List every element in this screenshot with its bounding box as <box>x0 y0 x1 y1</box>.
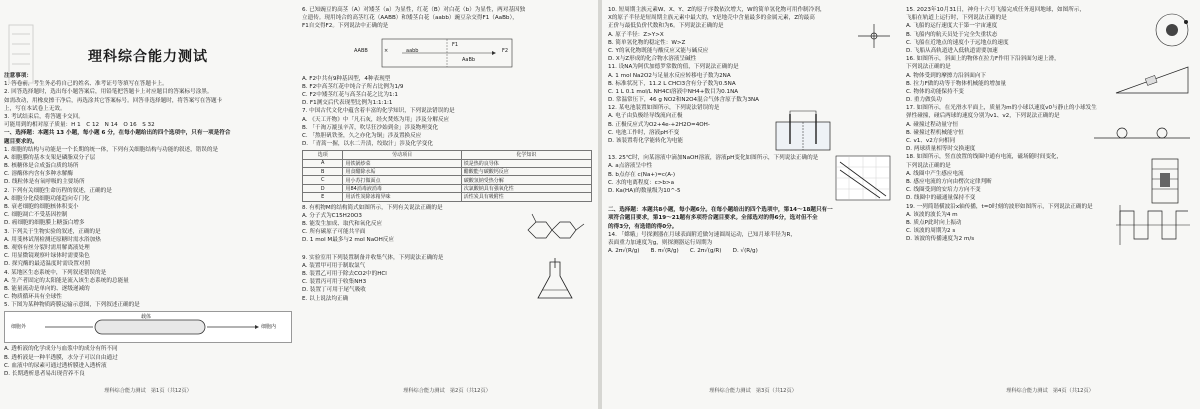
option-line: B. 正极反应式为O2+4e-+2H2O=4OH- <box>608 121 710 128</box>
option-line: C. 「熬胆矾铁釜，久之亦化为铜」涉及置换反应 <box>302 132 422 139</box>
table-header-row <box>303 151 592 159</box>
option-line: E. 以上说法均正确 <box>302 295 349 302</box>
option-line: D. 1 mol M最多与2 mol NaOH反应 <box>302 237 394 244</box>
option-line: B. 感应电流的方向由楞次定律判断 <box>906 178 992 185</box>
cross-f1-gen: AaBb <box>462 56 476 63</box>
table-row <box>303 184 592 192</box>
table-cell: 用活性炭除冰箱异味 <box>343 193 461 201</box>
fig-label-outside: 细胞外 <box>11 324 27 331</box>
option-line: A. 该波的波长为4 m <box>906 211 958 218</box>
option-line: A. a点溶液呈中性 <box>608 163 653 170</box>
question-line: 弹性碰撞，碰后两球的速度分别为v1、v2，下列说法正确的是 <box>906 113 1060 120</box>
question-line: 19. 一列简谐横波沿x轴传播，t=0时刻的波形如图所示，下列说法正确的是 <box>906 203 1093 210</box>
molecule-structure <box>518 210 588 250</box>
option-line: B. b点存在 c(Na+)=c(A-) <box>608 171 676 178</box>
question-line: 13. 25℃时，向某溶液中滴加NaOH溶液，溶液pH变化如图所示，下列说法正确的是 <box>608 155 819 162</box>
option-line: C. 线圈受到的安培力方向不变 <box>906 187 981 194</box>
option-line: B. 能量流动是单向的、逐级递减的 <box>4 285 90 292</box>
page-2 <box>302 6 592 398</box>
notice-line: 如需改动，用橡皮擦干净后，再选涂其它答案标号。回答非选择题时，将答案写在答题卡 <box>4 97 223 104</box>
option-line: D. 线圈中的磁通量保持不变 <box>906 195 976 202</box>
atomic-mass-line: 可能用到的相对原子质量：H 1 C 12 N 14 O 16 S 32 <box>4 122 155 129</box>
option-line: A. F2中共有9种基因型，4种表现型 <box>302 75 391 82</box>
option-line: D. F1测交后代表现型比例为1:1:1:1 <box>302 100 393 107</box>
table-row <box>303 176 592 184</box>
option-line: C. 用显微镜观察叶绿体时需要染色 <box>4 253 90 260</box>
element-structure <box>850 20 898 52</box>
table-cell: E <box>303 193 343 201</box>
question-line: 2. 下列有关细胞生命历程的叙述，正确的是 <box>4 187 112 194</box>
option-line: B. 标准状况下，11.2 L CHCl3含有分子数为0.5NA <box>608 80 736 87</box>
question-line: 立遗传。现用纯合的高茎红花（AABB）和矮茎白花（aabb）豌豆杂交得F1（AaBb）， <box>302 15 518 22</box>
option-line: B. 衰老细胞的细胞核体积变小 <box>4 204 79 210</box>
option-line: A. 用斐林试剂检测还原糖时需水浴加热 <box>4 236 101 243</box>
option-line: C. 1 L 0.1 mol/L NH4Cl溶液中NH4+数目为0.1NA <box>608 88 739 95</box>
table-cell: 用84消毒液消毒 <box>343 184 461 192</box>
q19-block <box>906 203 1194 244</box>
question-line: 正价与最低负价代数和为6。下列说法正确的是 <box>608 23 724 30</box>
cross-diagram <box>302 33 592 73</box>
section-heading-2: 题目要求的。 <box>4 138 38 145</box>
option-line: C. 物质循环具有全球性 <box>4 294 62 301</box>
option-line: C. 水的电离程度：c>b>a <box>608 179 675 186</box>
option-line: D. 两球质量相等时交换速度 <box>906 146 976 153</box>
notice-line: 上，写在本试卷上无效。 <box>4 105 66 112</box>
section-heading: 一、选择题：本题共 13 小题，每小题 6 分，在每小题给出的四个选项中，只有一项是符合 <box>4 130 231 137</box>
ph-graph <box>830 154 894 206</box>
genetic-cross-diagram <box>302 33 592 73</box>
notice-heading: 注意事项： <box>4 73 32 79</box>
option-line: D. 飞船从高轨道进入低轨道需要加速 <box>906 47 998 54</box>
option-line: A. 物体受到的摩擦力沿斜面向下 <box>906 72 987 79</box>
table-row <box>303 193 592 201</box>
q15-block <box>906 6 1194 55</box>
table-row <box>303 159 592 167</box>
orbit-diagram <box>1152 10 1192 50</box>
option-line: D. 长期透析患者易出现营养不良 <box>4 371 85 377</box>
q8-block <box>302 204 592 254</box>
option-line: A. 细胞膜的基本支架是磷脂双分子层 <box>4 154 96 161</box>
question-line: 下列说法正确的是 <box>906 162 951 169</box>
option-line: C. 细胞凋亡不受基因控制 <box>4 212 68 219</box>
option-line: A. 装置甲可用于制取氯气 <box>302 262 366 269</box>
question-line: F1自交得F2。下列说法中正确的是 <box>302 23 389 30</box>
option-line: D. X与Z形成的化合物水溶液呈碱性 <box>608 56 697 63</box>
cross-f1: F1 <box>452 41 459 48</box>
question-line: 表面重力加速度为g，则探测器运行周期为 <box>608 240 713 246</box>
q13-block <box>608 154 898 206</box>
option-line: B. 核糖体是合成蛋白质的场所 <box>4 163 79 170</box>
option-line: D. 装置丁可用于尾气吸收 <box>302 287 366 294</box>
option-line: B. 碰撞过程机械能守恒 <box>906 129 964 136</box>
option-line: C. 物体的动能保持不变 <box>906 88 964 95</box>
option-line: B. 能发生加成、取代和氧化反应 <box>302 220 383 227</box>
option-line: A. 电子由负极经导线流向正极 <box>608 113 683 120</box>
option-line: A. 分子式为C15H20O3 <box>302 212 362 219</box>
option-line: D. 该装置将化学能转化为电能 <box>608 138 683 144</box>
option-line: C. 飞船在近地点的速度小于远地点的速度 <box>906 39 1009 46</box>
option-line: A. 线圈中产生感应电流 <box>906 170 964 177</box>
exam-title: 理科综合能力测试 <box>88 49 208 65</box>
table-cell: D <box>303 184 343 192</box>
option-line: D. 常温常压下，46 g NO2和N2O4混合气体含原子数为3NA <box>608 97 760 104</box>
question-line: 6. 已知豌豆的高茎（A）对矮茎（a）为显性，红花（B）对白花（b）为显性，两对基因独 <box>302 7 526 13</box>
option-line: B. 简单氢化物的稳定性：W>Z <box>608 39 686 46</box>
option-line: B. 透析液是一种半透膜，水分子可以自由通过 <box>4 354 118 361</box>
option-line: A. 飞船的运行速度大于第一宇宙速度 <box>906 23 998 30</box>
page-1 <box>4 6 292 398</box>
page-footer: 理科综合能力测试 第2页（共12页） <box>403 388 491 394</box>
option-line: B. F2中高茎红花中纯合子所占比例为1/9 <box>302 83 404 90</box>
notice-line: 2. 回答选择题时，选出每小题答案后，用铅笔把答题卡上对应题目的答案标号涂黑。 <box>4 89 213 96</box>
question-line: 下列说法正确的是 <box>906 64 951 71</box>
q9-block <box>302 254 592 303</box>
cross-sign: × <box>384 47 389 54</box>
left-sheet <box>0 0 598 409</box>
question-line: 7. 中国古代文化中蕴含着丰富的化学知识，下列说法错误的是 <box>302 108 455 115</box>
option-line: A. 2π√(R/g) B. π√(R/g) C. 2π√(g/R) D. √(R/g) <box>608 248 758 255</box>
membrane-figure <box>4 311 292 343</box>
table-header: 劳动项目 <box>343 151 461 159</box>
notice-line: 3. 考试结束后，将答题卡交回。 <box>4 113 84 120</box>
option-line: B. 装置乙可用于除去CO2中的HCl <box>302 270 387 277</box>
table-cell: C <box>303 176 343 184</box>
section-heading: 的得3分，有选错的得0分。 <box>608 223 678 230</box>
question-line: 4. 某地区生态系统中，下列叙述错误的是 <box>4 269 107 276</box>
battery-apparatus <box>768 110 838 152</box>
right-sheet <box>602 0 1200 409</box>
question-line: X的原子半径是短周期主族元素中最大的，Y是地壳中含量最多的金属元素，Z的最高 <box>608 15 815 22</box>
option-line: A. 细胞分化使细胞功能趋向专门化 <box>4 195 90 202</box>
option-line: A. 透析液的化学成分与血浆中的成分有所不同 <box>4 346 118 353</box>
question-line: 5. 下图为某种物质跨膜运输示意图，下列叙述正确的是 <box>4 302 140 309</box>
section-heading: 二、选择题：本题共8小题，每小题6分。在每小题给出的四个选项中，第14～18题只有一 <box>608 207 833 214</box>
option-line: C. 装置丙可用于收集NH3 <box>302 279 367 286</box>
incline-diagram <box>1112 61 1192 97</box>
page-4 <box>906 6 1194 398</box>
section-heading: 项符合题目要求，第19～21题有多项符合题目要求。全部选对的得6分，选对但不全 <box>608 215 818 222</box>
table-cell: 活性炭具有吸附性 <box>461 193 591 201</box>
option-line: D. 「青蒿一握，以水二升渍，绞取汁」涉及化学变化 <box>302 141 433 148</box>
collision-diagram <box>1092 118 1192 148</box>
table-cell: 铁是热的良导体 <box>461 159 591 167</box>
question-line: 12. 某电池装置如图所示，下列说法错误的是 <box>608 105 720 112</box>
option-line: A. 1 mol Na2O2与足量水反应转移电子数为2NA <box>608 72 731 79</box>
table-header: 化学知识 <box>461 151 591 159</box>
q18-block <box>906 153 1194 202</box>
table-cell: 用食醋除水垢 <box>343 168 461 176</box>
table-cell: 醋酸能与碳酸钙反应 <box>461 168 591 176</box>
question-line: 3. 下列关于生物实验的叙述，正确的是 <box>4 228 101 235</box>
q10-block <box>608 6 898 63</box>
option-line: B. 拉力F做的功等于物体机械能的增加量 <box>906 80 1007 87</box>
question-line: 9. 实验室用下列装置制备并收集气体，下列说法正确的是 <box>302 254 444 261</box>
option-line: C. 电池工作时，溶液pH不变 <box>608 129 680 136</box>
question-line: 10. 短周期主族元素W、X、Y、Z的原子序数依次增大，W的简单氢化物可用作制冷剂， <box>608 7 826 13</box>
option-line: C. 所有碳原子可能共平面 <box>302 229 366 236</box>
option-line: B. 「千淘万漉虽辛苦，吹尽狂沙始到金」涉及物理变化 <box>302 124 439 131</box>
table-header: 选项 <box>303 151 343 159</box>
fig-label-carrier: 载体 <box>141 314 152 321</box>
fig-label-inside: 细胞内 <box>261 324 277 331</box>
table-cell: 碳酸氢钠受热分解 <box>461 176 591 184</box>
option-line: B. 质点P此时向上振动 <box>906 219 962 226</box>
question-line: 8. 有机物M的结构简式如图所示，下列有关说法正确的是 <box>302 204 443 211</box>
table-cell: B <box>303 168 343 176</box>
question-line: 飞船在轨道上运行时，下列说法正确的是 <box>906 15 1007 22</box>
page-footer: 理科综合能力测试 第1页（共12页） <box>104 388 192 394</box>
notice-line: 1. 答卷前，考生务必将自己的姓名、准考证号等填写在答题卡上。 <box>4 81 168 88</box>
table-cell: 次氯酸钠具有强氧化性 <box>461 184 591 192</box>
page-3 <box>608 6 898 398</box>
q16-block <box>906 55 1194 104</box>
question-line: 1. 细胞的结构与功能是一个长期的统一体，下列有关细胞结构与功能的叙述，错误的是 <box>4 146 219 153</box>
page-footer: 理科综合能力测试 第3页（共12页） <box>709 388 797 394</box>
option-line: C. 血液中的尿素可通过透析膜进入透析液 <box>4 362 107 369</box>
question-line: 17. 如图所示，在光滑水平面上，质量为m的小球以速度v0与静止的小球发生 <box>906 105 1097 112</box>
q12-block <box>608 104 898 154</box>
table-row <box>303 168 592 176</box>
option-line: C. Y的氧化物既能与酸反应又能与碱反应 <box>608 47 709 54</box>
option-line: A. 《天工开物》中「凡石灰，经火焚炼为用」涉及分解反应 <box>302 116 450 123</box>
option-line: D. 重力做负功 <box>906 97 942 104</box>
cross-p2: aabb <box>406 47 419 54</box>
table-cell: A <box>303 159 343 167</box>
option-line: B. 观察有丝分裂时需用解离液处理 <box>4 244 90 251</box>
question-line: 14. 「嫦娥」号探测器在月球表面附近做匀速圆周运动，已知月球半径为R， <box>608 231 796 238</box>
coil-diagram <box>1140 155 1190 207</box>
table-cell: 用铁锅炒菜 <box>343 159 461 167</box>
page-footer: 理科综合能力测试 第4页（共12页） <box>1006 388 1094 394</box>
option-line: D. 探究酶的最适温度时需设置对照 <box>4 261 91 268</box>
option-line: C. F2中矮茎红花与高茎白花之比为1:1 <box>302 91 398 98</box>
question-line: 15. 2023年10月31日，神舟十六号飞船完成任务返回地球，如图所示， <box>906 7 1085 13</box>
question-line: 11. 设NA为阿伏加德罗常数的值，下列说法正确的是 <box>608 64 739 71</box>
option-line: A. 原子半径：Z>Y>X <box>608 31 664 38</box>
q17-block <box>906 104 1194 153</box>
option-line: C. 溶酶体内含有多种水解酶 <box>4 171 73 178</box>
option-line: B. 飞船内的航天员处于完全失重状态 <box>906 31 998 38</box>
cross-p1: AABB <box>354 47 368 54</box>
question-line: 16. 如图所示，斜面上的物体在拉力F作用下沿斜面匀速上滑， <box>906 56 1060 63</box>
wave-graph <box>1112 203 1192 247</box>
flask-apparatus <box>532 258 578 304</box>
cross-f2: F2 <box>502 47 509 54</box>
option-line: D. 该波的传播速度为2 m/s <box>906 236 975 243</box>
labor-table <box>302 150 592 201</box>
table-cell: 用小苏打做面点 <box>343 176 461 184</box>
option-line: D. 癌细胞的细胞膜上糖蛋白增多 <box>4 220 85 227</box>
option-line: A. 生产者固定的太阳能是流入该生态系统的总能量 <box>4 277 129 284</box>
option-line: D. 线粒体是有氧呼吸的主要场所 <box>4 179 85 186</box>
option-line: C. 该波的周期为2 s <box>906 228 956 235</box>
option-line: A. 碰撞过程动量守恒 <box>906 121 959 128</box>
option-line: D. Ka(HA)的数量级为10^-5 <box>608 188 681 194</box>
option-line: C. v1、v2方向相同 <box>906 138 956 144</box>
question-line: 18. 如图所示，竖直放置的线圈中通有电流，磁场随时间变化， <box>906 154 1063 161</box>
